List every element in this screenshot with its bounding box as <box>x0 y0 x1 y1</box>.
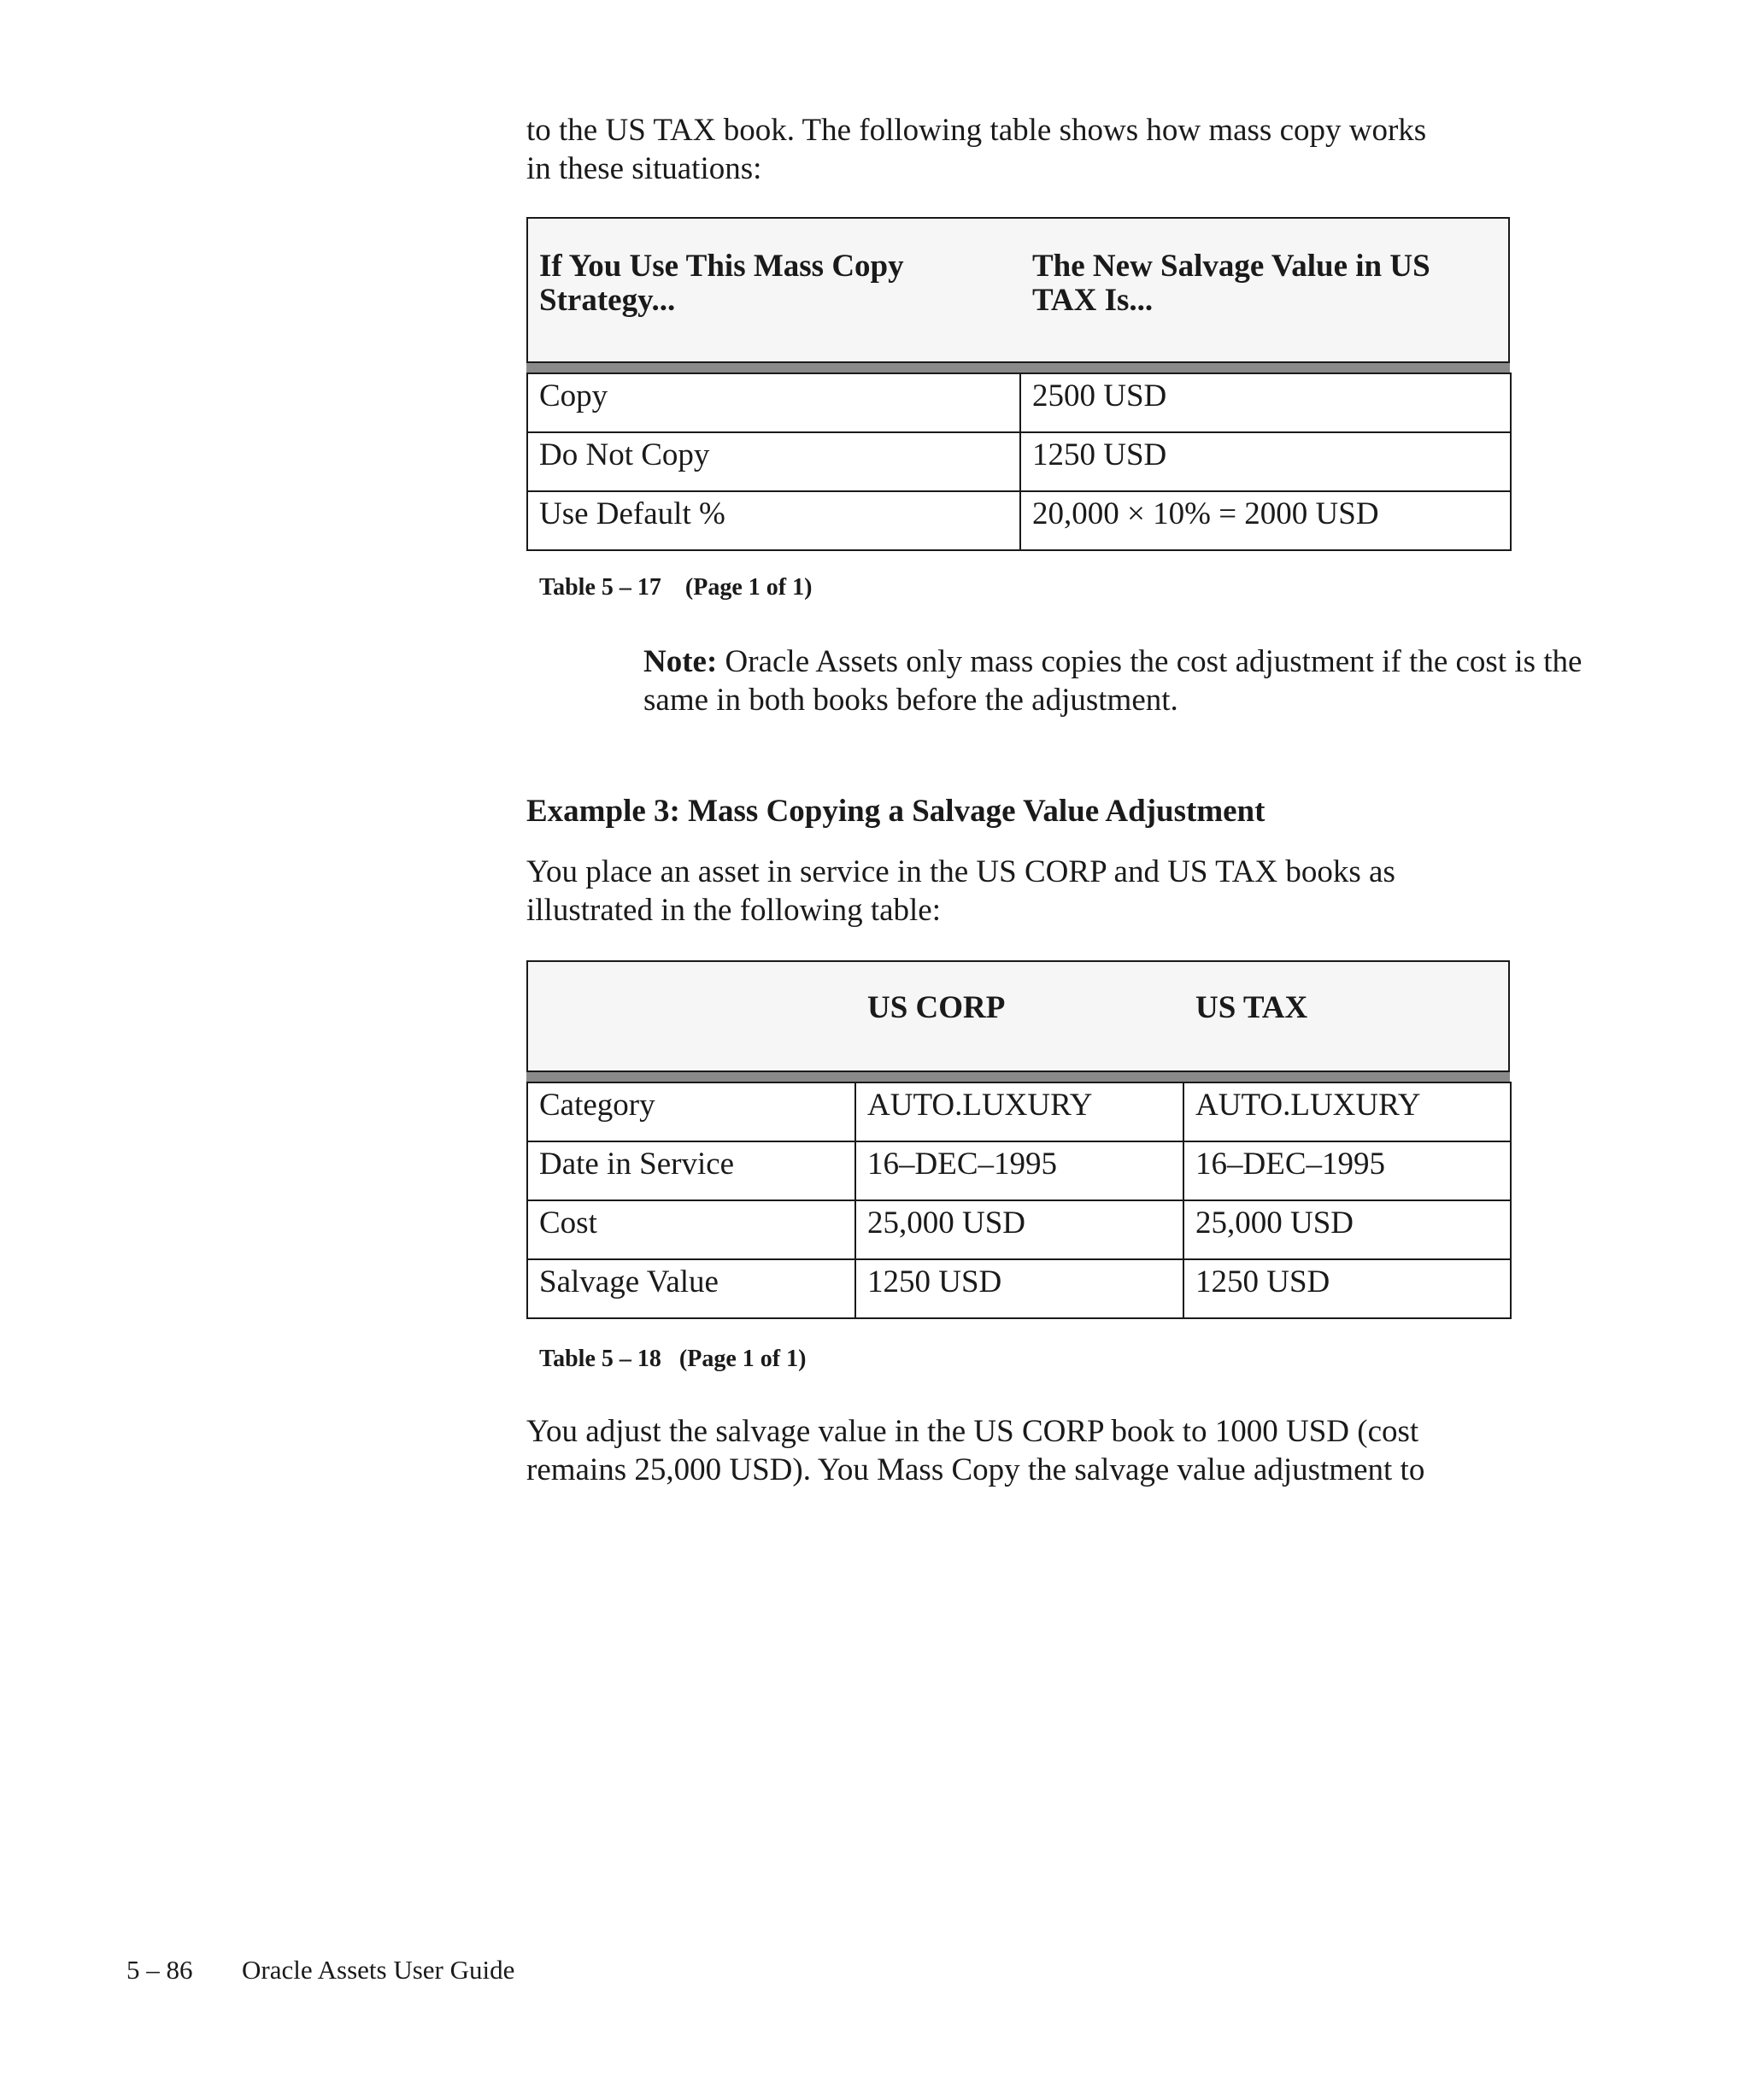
header-rule <box>526 1072 1510 1082</box>
table-row <box>527 373 1511 432</box>
note-label: Note: <box>643 644 718 679</box>
table-cell: Copy <box>527 373 1020 432</box>
table-cell: Cost <box>527 1200 855 1259</box>
table-cell: Do Not Copy <box>527 432 1020 491</box>
table-cell: 25,000 USD <box>855 1200 1183 1259</box>
example-heading: Example 3: Mass Copying a Salvage Value Adjustment <box>526 794 1266 829</box>
table-cell: AUTO.LUXURY <box>1183 1082 1511 1141</box>
asset-books-table <box>526 960 1510 1319</box>
intro-line-2: in these situations: <box>526 151 762 186</box>
example-line-2: illustrated in the following table: <box>526 893 942 928</box>
table-header <box>526 217 1510 363</box>
table-cell: 1250 USD <box>1183 1259 1511 1318</box>
table-cell: 1250 USD <box>855 1259 1183 1318</box>
table-cell: 25,000 USD <box>1183 1200 1511 1259</box>
table-row <box>527 1082 1511 1141</box>
table-header <box>526 960 1510 1072</box>
table-row <box>527 432 1511 491</box>
table-row <box>527 1259 1511 1318</box>
page-number: 5 – 86 <box>126 1955 193 1985</box>
table-row <box>527 1141 1511 1200</box>
table-cell: Date in Service <box>527 1141 855 1200</box>
salvage-strategy-table <box>526 217 1510 551</box>
note-text: Oracle Assets only mass copies the cost adjustment if the cost is the same in both books before the adjustment. <box>643 644 1583 718</box>
column-header-us-corp: US CORP <box>867 990 1006 1025</box>
table-caption: Table 5 – 17 (Page 1 of 1) <box>539 574 813 601</box>
table-cell: AUTO.LUXURY <box>855 1082 1183 1141</box>
table-body <box>526 372 1512 551</box>
table-body <box>526 1082 1512 1319</box>
table-cell: 20,000 × 10% = 2000 USD <box>1020 491 1511 550</box>
table-caption: Table 5 – 18 (Page 1 of 1) <box>539 1346 807 1372</box>
column-header-strategy: If You Use This Mass Copy Strategy... <box>539 249 904 318</box>
table-cell: Salvage Value <box>527 1259 855 1318</box>
table-cell: 2500 USD <box>1020 373 1511 432</box>
example-line-1: You place an asset in service in the US CORP and US TAX books as <box>526 854 1395 889</box>
closing-line-2: remains 25,000 USD). You Mass Copy the salvage value adjustment to <box>526 1452 1425 1487</box>
table-cell: Category <box>527 1082 855 1141</box>
column-header-us-tax: US TAX <box>1195 990 1308 1025</box>
table-cell: 1250 USD <box>1020 432 1511 491</box>
book-title: Oracle Assets User Guide <box>242 1955 515 1985</box>
table-cell: Use Default % <box>527 491 1020 550</box>
note-paragraph <box>643 642 1583 719</box>
intro-line-1: to the US TAX book. The following table shows how mass copy works <box>526 113 1427 148</box>
column-header-salvage-value: The New Salvage Value in US TAX Is... <box>1032 249 1430 318</box>
table-cell: 16–DEC–1995 <box>1183 1141 1511 1200</box>
table-cell: 16–DEC–1995 <box>855 1141 1183 1200</box>
table-row <box>527 1200 1511 1259</box>
header-rule <box>526 363 1510 372</box>
closing-line-1: You adjust the salvage value in the US CORP book to 1000 USD (cost <box>526 1414 1419 1449</box>
table-row <box>527 491 1511 550</box>
